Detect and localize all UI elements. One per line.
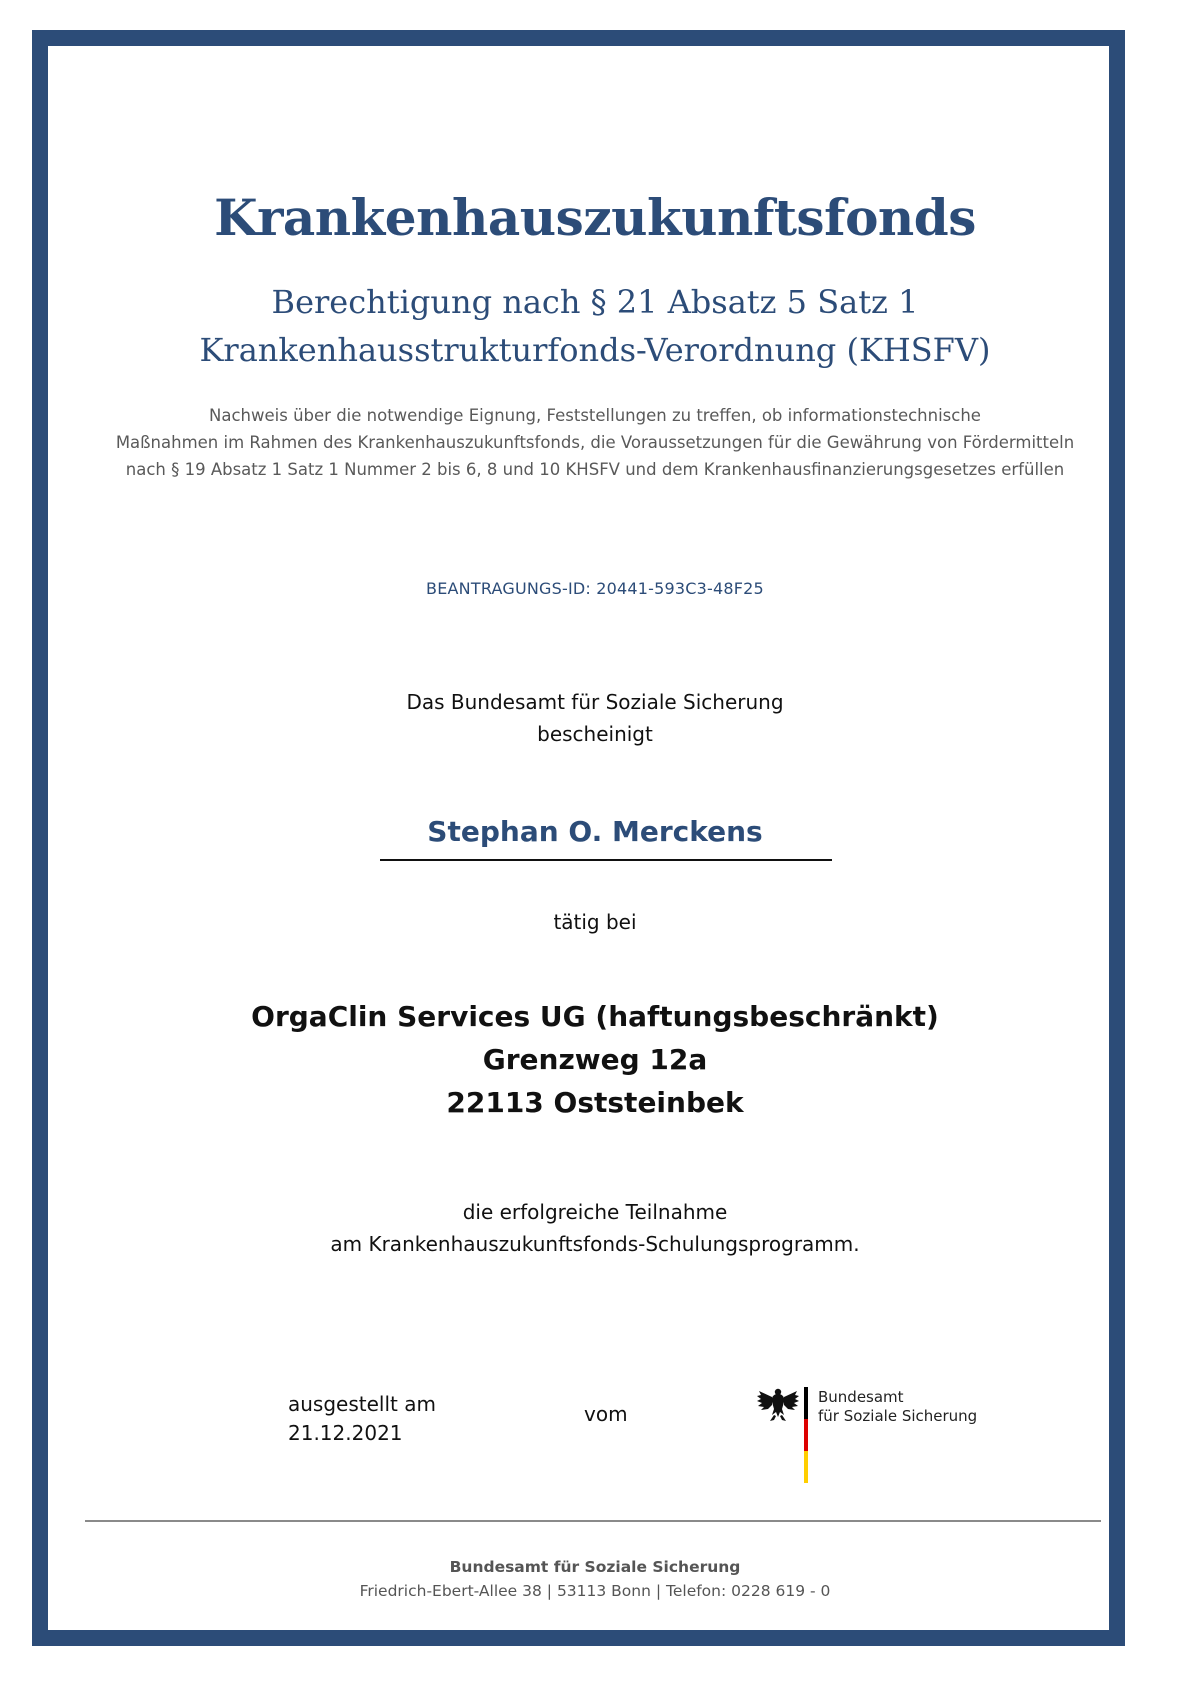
footer-organization: Bundesamt für Soziale Sicherung [449,1558,741,1576]
company-name: OrgaClin Services UG (haftungsbeschränkt) [251,1000,939,1033]
company-city: 22113 Oststeinbek [446,1086,744,1119]
application-id: BEANTRAGUNGS-ID: 20441-593C3-48F25 [426,579,764,598]
description-line-2: Maßnahmen im Rahmen des Krankenhauszukunftsfonds, die Voraussetzungen für die Gewährung von Fördermitteln [115,433,1075,452]
person-name: Stephan O. Merckens [427,815,763,848]
company-block [0,995,1190,1124]
employed-at-label: tätig bei [553,910,637,934]
certificate-title: Krankenhauszukunftsfonds [214,188,976,247]
description-line-1: Nachweis über die notwendige Eignung, Feststellungen zu treffen, ob informationstechnische [209,406,981,425]
certifier-statement [0,686,1190,750]
logo-text [818,1388,977,1426]
logo-line-1: Bundesamt [818,1388,904,1406]
subtitle-line-1: Berechtigung nach § 21 Absatz 5 Satz 1 [271,283,919,321]
footer-divider [85,1520,1101,1522]
footer-address: Friedrich-Ebert-Allee 38 | 53113 Bonn | Telefon: 0228 619 - 0 [359,1582,831,1600]
issued-label: ausgestellt am [288,1392,436,1416]
issued-block [288,1390,436,1448]
description-line-3: nach § 19 Absatz 1 Satz 1 Nummer 2 bis 6, 8 und 10 KHSFV und dem Krankenhausfinanzierungsgesetzes erfüllen [125,460,1065,479]
certifier-line-1: Das Bundesamt für Soziale Sicherung [406,690,784,714]
name-underline [380,859,832,861]
certifier-line-2: bescheinigt [537,722,653,746]
company-street: Grenzweg 12a [482,1043,708,1076]
issued-by-label: vom [584,1402,628,1426]
subtitle-line-2: Krankenhausstrukturfonds-Verordnung (KHSFV) [199,331,991,369]
participation-line-2: am Krankenhauszukunftsfonds-Schulungsprogramm. [330,1232,860,1256]
participation-statement [0,1196,1190,1260]
logo-line-2: für Soziale Sicherung [818,1407,978,1425]
participation-line-1: die erfolgreiche Teilnahme [462,1200,728,1224]
bas-logo [756,1385,986,1485]
certificate-subtitle [0,278,1190,374]
federal-eagle-icon [756,1385,816,1485]
issued-date: 21.12.2021 [288,1421,403,1445]
certificate-description [0,402,1190,483]
